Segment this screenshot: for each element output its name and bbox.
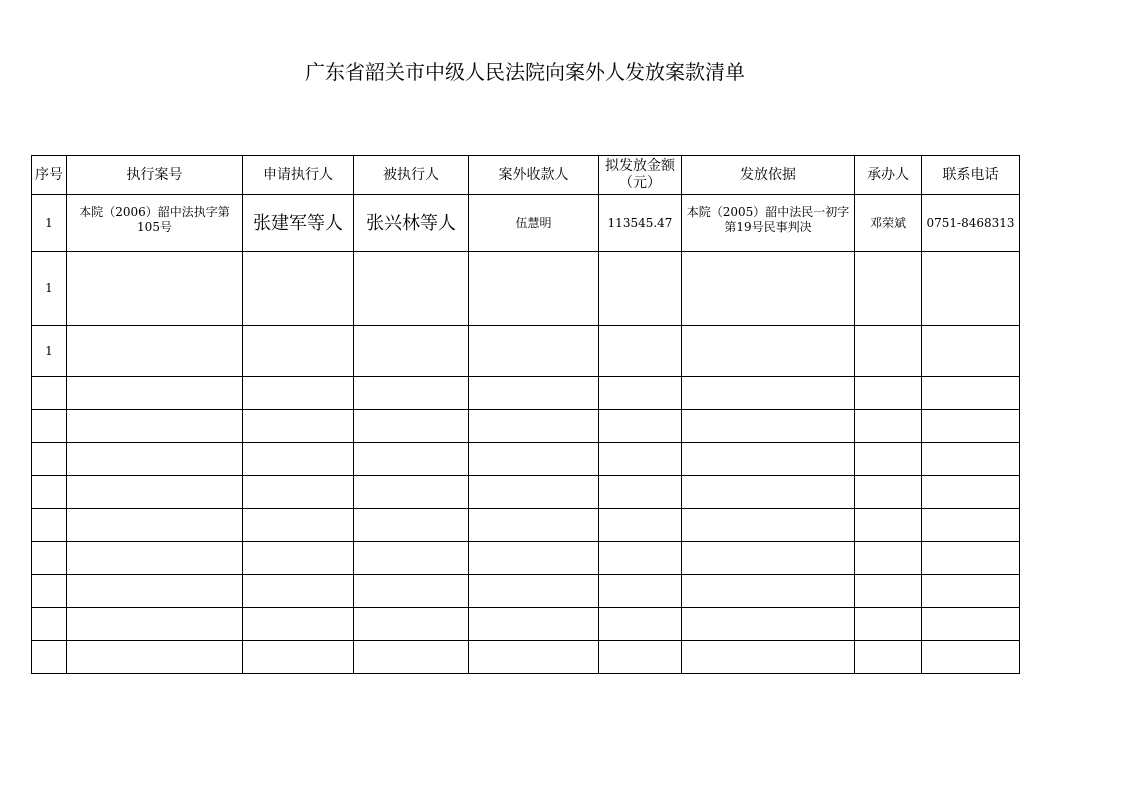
cell-respondent bbox=[354, 476, 469, 509]
header-amount: 拟发放金额（元） bbox=[599, 156, 682, 195]
cell-phone bbox=[922, 575, 1020, 608]
cell-phone bbox=[922, 542, 1020, 575]
cell-case-no bbox=[67, 476, 243, 509]
cell-seq bbox=[32, 542, 67, 575]
cell-respondent bbox=[354, 509, 469, 542]
cell-amount bbox=[599, 326, 682, 377]
cell-respondent bbox=[354, 608, 469, 641]
cell-respondent bbox=[354, 252, 469, 326]
cell-case-no bbox=[67, 608, 243, 641]
cell-respondent bbox=[354, 377, 469, 410]
cell-applicant bbox=[243, 509, 354, 542]
header-respondent: 被执行人 bbox=[354, 156, 469, 195]
cell-payee bbox=[469, 326, 599, 377]
cell-seq: 1 bbox=[32, 252, 67, 326]
cell-amount bbox=[599, 410, 682, 443]
cell-seq bbox=[32, 377, 67, 410]
cell-phone bbox=[922, 326, 1020, 377]
cell-basis bbox=[682, 410, 855, 443]
cell-basis bbox=[682, 641, 855, 674]
cell-basis bbox=[682, 326, 855, 377]
cell-basis bbox=[682, 608, 855, 641]
cell-basis: 本院（2005）韶中法民一初字第19号民事判决 bbox=[682, 195, 855, 252]
cell-basis bbox=[682, 377, 855, 410]
table-row bbox=[32, 410, 1020, 443]
cell-seq bbox=[32, 641, 67, 674]
cell-seq: 1 bbox=[32, 195, 67, 252]
cell-case-no bbox=[67, 252, 243, 326]
cell-applicant bbox=[243, 608, 354, 641]
cell-basis bbox=[682, 575, 855, 608]
cell-amount bbox=[599, 377, 682, 410]
cell-payee bbox=[469, 252, 599, 326]
cell-payee bbox=[469, 476, 599, 509]
cell-amount bbox=[599, 476, 682, 509]
cell-payee bbox=[469, 509, 599, 542]
cell-handler bbox=[855, 252, 922, 326]
cell-handler bbox=[855, 641, 922, 674]
cell-applicant bbox=[243, 575, 354, 608]
table-row bbox=[32, 542, 1020, 575]
cell-handler bbox=[855, 542, 922, 575]
cell-case-no bbox=[67, 509, 243, 542]
cell-seq: 1 bbox=[32, 326, 67, 377]
cell-phone bbox=[922, 509, 1020, 542]
cell-applicant bbox=[243, 252, 354, 326]
cell-handler bbox=[855, 410, 922, 443]
cell-payee bbox=[469, 542, 599, 575]
cell-seq bbox=[32, 509, 67, 542]
cell-applicant: 张建军等人 bbox=[243, 195, 354, 252]
cell-seq bbox=[32, 608, 67, 641]
cell-case-no bbox=[67, 641, 243, 674]
cell-handler bbox=[855, 326, 922, 377]
document-title: 广东省韶关市中级人民法院向案外人发放案款清单 bbox=[305, 60, 745, 84]
cell-applicant bbox=[243, 443, 354, 476]
header-seq: 序号 bbox=[32, 156, 67, 195]
cell-payee bbox=[469, 410, 599, 443]
cell-handler bbox=[855, 377, 922, 410]
cell-case-no bbox=[67, 443, 243, 476]
cell-phone bbox=[922, 377, 1020, 410]
cell-amount bbox=[599, 443, 682, 476]
cell-payee bbox=[469, 443, 599, 476]
cell-case-no bbox=[67, 377, 243, 410]
table-row bbox=[32, 443, 1020, 476]
cell-applicant bbox=[243, 542, 354, 575]
header-payee: 案外收款人 bbox=[469, 156, 599, 195]
cell-handler bbox=[855, 476, 922, 509]
cell-respondent bbox=[354, 542, 469, 575]
cell-seq bbox=[32, 476, 67, 509]
cell-case-no bbox=[67, 410, 243, 443]
table-row bbox=[32, 509, 1020, 542]
header-handler: 承办人 bbox=[855, 156, 922, 195]
cell-phone bbox=[922, 410, 1020, 443]
cell-phone: 0751-8468313 bbox=[922, 195, 1020, 252]
table-row bbox=[32, 326, 1020, 377]
cell-handler bbox=[855, 575, 922, 608]
cell-basis bbox=[682, 476, 855, 509]
cell-phone bbox=[922, 476, 1020, 509]
cell-applicant bbox=[243, 641, 354, 674]
table-row bbox=[32, 476, 1020, 509]
cell-applicant bbox=[243, 377, 354, 410]
cell-phone bbox=[922, 641, 1020, 674]
table-row bbox=[32, 195, 1020, 252]
cell-case-no bbox=[67, 542, 243, 575]
cell-case-no bbox=[67, 575, 243, 608]
table-row bbox=[32, 641, 1020, 674]
table-row bbox=[32, 252, 1020, 326]
header-basis: 发放依据 bbox=[682, 156, 855, 195]
cell-basis bbox=[682, 542, 855, 575]
cell-payee bbox=[469, 377, 599, 410]
cell-amount: 113545.47 bbox=[599, 195, 682, 252]
cell-respondent: 张兴林等人 bbox=[354, 195, 469, 252]
cell-payee bbox=[469, 641, 599, 674]
cell-amount bbox=[599, 542, 682, 575]
cell-basis bbox=[682, 509, 855, 542]
cell-handler bbox=[855, 443, 922, 476]
cell-basis bbox=[682, 443, 855, 476]
header-case-no: 执行案号 bbox=[67, 156, 243, 195]
cell-respondent bbox=[354, 410, 469, 443]
cell-respondent bbox=[354, 326, 469, 377]
cell-amount bbox=[599, 509, 682, 542]
cell-payee: 伍慧明 bbox=[469, 195, 599, 252]
cell-basis bbox=[682, 252, 855, 326]
table-row bbox=[32, 575, 1020, 608]
cell-phone bbox=[922, 443, 1020, 476]
cell-phone bbox=[922, 252, 1020, 326]
cell-seq bbox=[32, 575, 67, 608]
cell-handler bbox=[855, 608, 922, 641]
cell-phone bbox=[922, 608, 1020, 641]
cell-case-no: 本院（2006）韶中法执字第105号 bbox=[67, 195, 243, 252]
table-row bbox=[32, 608, 1020, 641]
cell-applicant bbox=[243, 410, 354, 443]
cell-amount bbox=[599, 641, 682, 674]
cell-respondent bbox=[354, 443, 469, 476]
cell-case-no bbox=[67, 326, 243, 377]
cell-applicant bbox=[243, 476, 354, 509]
cell-seq bbox=[32, 410, 67, 443]
header-row bbox=[32, 156, 1020, 195]
cell-amount bbox=[599, 252, 682, 326]
cell-payee bbox=[469, 608, 599, 641]
cell-respondent bbox=[354, 575, 469, 608]
cell-seq bbox=[32, 443, 67, 476]
cell-amount bbox=[599, 575, 682, 608]
header-applicant: 申请执行人 bbox=[243, 156, 354, 195]
cell-handler bbox=[855, 509, 922, 542]
cell-payee bbox=[469, 575, 599, 608]
cell-amount bbox=[599, 608, 682, 641]
header-phone: 联系电话 bbox=[922, 156, 1020, 195]
cell-respondent bbox=[354, 641, 469, 674]
cell-handler: 邓荣斌 bbox=[855, 195, 922, 252]
payment-list-table bbox=[31, 155, 1020, 674]
cell-applicant bbox=[243, 326, 354, 377]
table-row bbox=[32, 377, 1020, 410]
